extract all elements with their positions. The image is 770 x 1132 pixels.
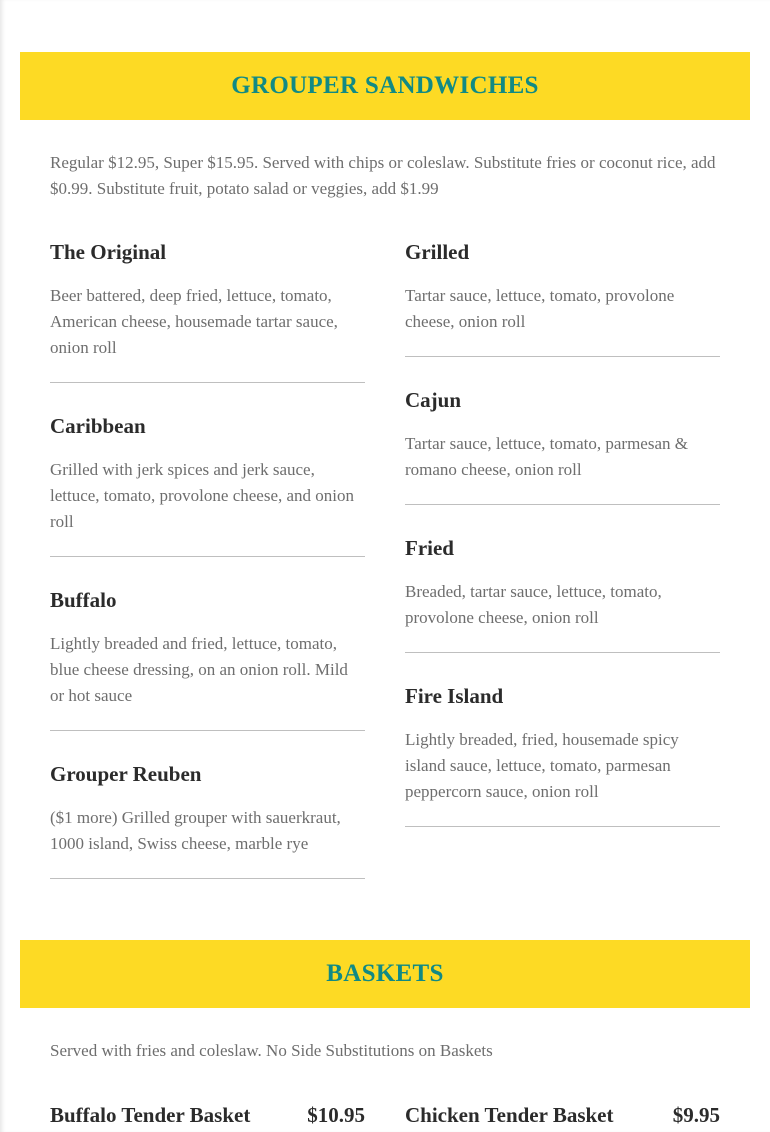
menu-item [50, 761, 365, 879]
menu-item-description: Breaded, tartar sauce, lettuce, tomato, provolone cheese, onion roll [405, 582, 662, 627]
menu-item-description: Lightly breaded and fried, lettuce, tomato, blue cheese dressing, on an onion roll. Mild or hot sauce [50, 634, 348, 705]
basket-item-name: Chicken Tender Basket [405, 1103, 614, 1127]
grouper-left-column [50, 239, 365, 909]
basket-item-price: $10.95 [307, 1103, 365, 1127]
menu-item-description: ($1 more) Grilled grouper with sauerkraut, 1000 island, Swiss cheese, marble rye [50, 808, 341, 853]
basket-item-price: $9.95 [672, 1103, 720, 1127]
menu-item-name: Grouper Reuben [50, 762, 202, 786]
menu-item-name: Cajun [405, 388, 462, 412]
menu-item-name: Fire Island [405, 684, 504, 708]
menu-item-name: Grilled [405, 240, 470, 264]
menu-item-description: Tartar sauce, lettuce, tomato, parmesan & romano cheese, onion roll [405, 434, 688, 479]
section-title: BASKETS [326, 960, 444, 987]
menu-item [50, 413, 365, 557]
menu-item-name: Caribbean [50, 414, 146, 438]
menu-item-description: Tartar sauce, lettuce, tomato, provolone cheese, onion roll [405, 286, 675, 331]
menu-item-description: Lightly breaded, fried, housemade spicy island sauce, lettuce, tomato, parmesan peppercorn sauce, onion roll [405, 730, 679, 801]
basket-item [50, 1102, 365, 1128]
section-title: GROUPER SANDWICHES [231, 72, 539, 99]
menu-item-name: Buffalo [50, 588, 117, 612]
basket-item [405, 1102, 720, 1128]
menu-item [405, 239, 720, 357]
grouper-right-column [405, 239, 720, 857]
grouper-intro: Regular $12.95, Super $15.95. Served with chips or coleslaw. Substitute fries or coconut rice, add $0.99. Substitute fruit, potato salad or veggies, add $1.99 [50, 153, 716, 198]
menu-item-name: The Original [50, 240, 167, 264]
menu-item [405, 387, 720, 505]
menu-item [405, 535, 720, 653]
baskets-banner [20, 940, 750, 1008]
menu-item-description: Beer battered, deep fried, lettuce, tomato, American cheese, housemade tartar sauce, onion roll [50, 286, 338, 357]
menu-item [50, 239, 365, 383]
grouper-sandwiches-banner [20, 52, 750, 120]
basket-item-name: Buffalo Tender Basket [50, 1103, 251, 1127]
baskets-intro: Served with fries and coleslaw. No Side Substitutions on Baskets [50, 1041, 493, 1060]
menu-item [405, 683, 720, 827]
menu-item-description: Grilled with jerk spices and jerk sauce, lettuce, tomato, provolone cheese, and onion roll [50, 460, 355, 531]
menu-item-name: Fried [405, 536, 454, 560]
menu-item [50, 587, 365, 731]
